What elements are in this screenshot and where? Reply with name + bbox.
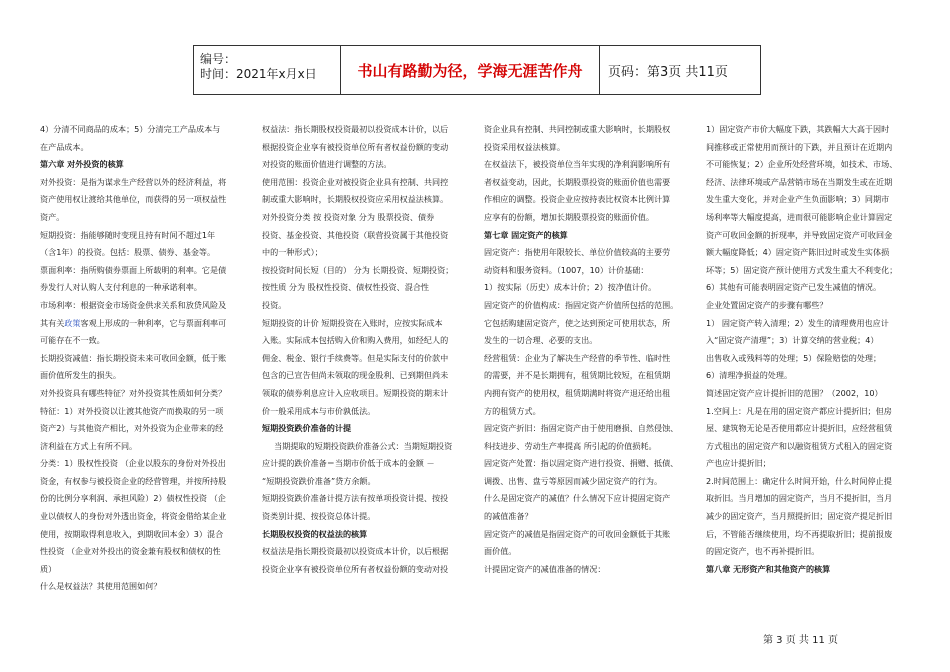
text-line: （含1年）的投资。包括：股票、债券、基金等。 (40, 247, 216, 258)
text-line: 企业处置固定资产的步骤有哪些？ (706, 299, 828, 310)
text-column-1 (40, 121, 238, 596)
text-line: 性投资 （企业对外投出的资金兼有股权和债权的性 (40, 546, 221, 557)
text-line: 对投资的账面价值进行调整的方法。 (262, 159, 392, 170)
text-line: 业以债权人的身份对外透出资金，将资金借给某企业 (40, 511, 227, 522)
text-line: 科技进步、劳动生产率提高 所引起的价值损耗。 (484, 440, 657, 451)
text-column-4 (706, 121, 904, 578)
text-line: 方式租出的固定资产和以融资租赁方式租入的固定资 (706, 440, 893, 451)
text-segment: 其有关 (40, 317, 65, 328)
text-line: 什么是固定资产的减值？什么情况下应计提固定资产 (484, 493, 671, 504)
text-line: 份的比例分享利润、承担风险）2）债权性投资 （企 (40, 493, 226, 504)
text-line: 不可能恢复；2）企业所处经营环境，如技术、市场、 (706, 159, 898, 170)
text-line: 后，不管能否继续使用，均不再提取折旧；提前报废 (706, 528, 893, 539)
text-line: 长期股权投资的权益法的核算 (262, 528, 368, 539)
text-line: “短期投资跌价准备”贷方余额。 (262, 475, 376, 486)
text-line: 领取的债券利息应计入应收项目。短期投资的期末计 (262, 387, 449, 398)
text-line: 2.时间范围上：确定什么时间开始，什么时间停止提 (706, 475, 892, 486)
text-line: 经济、法律环境或产品营销市场在当期发生或在近期 (706, 176, 893, 187)
text-line: 长期投资减值：指长期投资未来可收回金额，低于账 (40, 352, 227, 363)
text-line: 1.空间上：凡是在用的固定资产都应计提折旧；但房 (706, 405, 892, 416)
text-line: 1）固定资产市价大幅度下跌，其跌幅大大高于因时 (706, 124, 890, 134)
text-line: 固定资产的价值构成：指固定资产价值所包括的范围。 (484, 299, 679, 310)
text-line: 权益法：指长期股权投资最初以投资成本计价，以后 (262, 124, 449, 134)
header-slogan: 书山有路勤为径，学海无涯苦作舟 (340, 46, 600, 94)
header-page-info: 页码：第3页 共11页 (608, 64, 728, 80)
text-line: 资金，有权参与被投资企业的经营管理，并按所持股 (40, 475, 227, 486)
text-line: 市场利率：根据资金市场资金供求关系和放贷风险及 (40, 299, 227, 310)
text-line: 济利益在方式上有所不同。 (40, 440, 138, 451)
text-line: 场利率等大幅度提高，进而很可能影响企业计算固定 (706, 211, 893, 222)
text-line: 额大幅度降低；4）固定资产陈旧过时或发生实体损 (706, 247, 890, 258)
text-line: 6）其他有可能表明固定资产已发生减值的情况。 (706, 282, 882, 293)
text-line: 经营租赁：企业为了解决生产经营的季节性、临时性 (484, 352, 671, 363)
text-line: 者权益变动，因此，长期股票投资的账面价值也需要 (484, 176, 671, 187)
text-line: 减少的固定资产，当月照提折旧；固定资产提足折旧 (706, 511, 893, 522)
text-line: 短期投资跌价准备计提方法有按单项投资计提、按投 (262, 493, 449, 504)
text-line: 应享有的份额，增加长期股票投资的账面价值。 (484, 211, 654, 222)
text-line: 简述固定资产应计提折旧的范围？（2002，10） (706, 387, 883, 398)
date-label: 时间：2021年x月x日 (200, 67, 317, 81)
text-segment: 客观上形成的一种利率，它与票面利率可 (80, 317, 227, 328)
text-line: 权益法是指长期投资最初以投资成本计价，以后根据 (262, 546, 449, 557)
text-line: 分类：1）股权性投资 （企业以股东的身份对外投出 (40, 458, 226, 469)
text-line: 计提固定资产的减值准备的情况： (484, 563, 606, 574)
text-line: 出售收入或残料等的处理；5）保险赔偿的处理； (706, 352, 882, 363)
text-line: 调拨、出售、盘亏等原因而减少固定资产的行为。 (484, 475, 663, 486)
text-line: 质） (40, 563, 57, 574)
text-line: 制或重大影响时，长期股权投资应采用权益法核算。 (262, 194, 449, 205)
text-line: 使用范围：投资企业对被投资企业具有控制、共同控 (262, 176, 449, 187)
text-line: 资企业具有控制、共同控制或重大影响时，长期股权 (484, 124, 671, 134)
text-line: 作相应的调整。投资企业应按持表比权资本比例计算 (484, 194, 671, 205)
text-line: 第八章 无形资产和其他资产的核算 (706, 563, 831, 574)
text-line: 动资料和服务资料。（1007，10）计价基础： (484, 264, 649, 275)
text-line: 按投资时间长短（目的） 分为 长期投资、短期投资； (262, 264, 454, 275)
text-line: 资产2）与其他资产相比，对外投资为企业带来的经 (40, 423, 224, 434)
text-line: 第六章 对外投资的核算 (40, 159, 124, 170)
text-line: 根据投资企业享有被投资单位所有者权益份额的变动 (262, 141, 449, 152)
text-line: 短期投资跌价准备的计提 (262, 423, 352, 434)
text-line: 价一般采用成本与市价孰低法。 (262, 405, 376, 416)
text-line: 它包括购建固定资产，使之达到预定可使用状态，所 (484, 317, 671, 328)
text-line: 投资、基金投资、其他投资（联营投资属于其他投资 (262, 229, 449, 240)
text-line: 固定资产折旧：指固定资产由于使用磨损、自然侵蚀、 (484, 423, 679, 434)
text-line: 应计提的跌价准备＝当期市价低于成本的金额 － (262, 458, 435, 469)
serial-number-label: 编号： (200, 52, 237, 66)
text-line: 对外投资分类 按 投资对象 分为 股票投资、债券 (262, 211, 435, 222)
text-line: 票面利率：指所购债券票面上所载明的利率。它是债 (40, 264, 227, 275)
text-line: 入“固定资产清理”；3）计算交纳的营业税；4） (706, 335, 879, 346)
text-line: 特征：1）对外投资以让渡其他资产而换取的另一项 (40, 405, 224, 416)
text-line: 第七章 固定资产的核算 (484, 229, 568, 240)
text-line: 在权益法下，被投资单位当年实现的净利润影响所有 (484, 159, 671, 170)
text-line: 固定资产处置：指以固定资产进行投资、捐赠、抵债、 (484, 458, 679, 469)
policy-link[interactable]: 政策 (64, 317, 81, 328)
text-line: 1） 固定资产转入清理；2）发生的清理费用也应计 (706, 317, 889, 328)
text-line: 面价值。 (484, 546, 517, 557)
text-line: 资产可收回金额的折现率，并导致固定资产可收回金 (706, 229, 893, 240)
text-line: 入账。实际成本包括购入价和购入费用，如经纪人的 (262, 335, 449, 346)
text-line: 使用，按期取得利息收入，到期收回本金）3）混合 (40, 528, 224, 539)
text-column-3 (484, 121, 682, 578)
text-line: 券发行人对认购人支付利息的一种承诺利率。 (40, 282, 202, 293)
text-line: 对外投资：是指为谋求生产经营以外的经济利益，将 (40, 176, 227, 187)
text-line (40, 315, 238, 333)
text-line: 固定资产：指使用年限较长、单位价值较高的主要劳 (484, 247, 671, 258)
text-line: 包含的已宣告但尚未领取的现金股利、已到期但尚未 (262, 370, 449, 381)
text-line: 中的一种形式）； (262, 247, 323, 258)
text-line: 当期提取的短期投资跌价准备公式：当期短期投资 (274, 440, 453, 451)
text-line: 屋、建筑物无论是否使用都应计提折旧，应经营租赁 (706, 423, 893, 434)
text-line: 投资。 (262, 299, 287, 310)
text-line: 短期投资的计价 短期投资在入账时，应按实际成本 (262, 317, 443, 328)
text-line: 固定资产的减值是指固定资产的可收回金额低于其账 (484, 528, 671, 539)
text-line: 1）按实际（历史）成本计价；2）按净值计价。 (484, 282, 657, 293)
text-line: 资类别计提、按投资总体计提。 (262, 511, 376, 522)
page-footer: 第 3 页 共 11 页 (763, 635, 838, 646)
text-line: 间推移或正常使用而预计的下跌，并且预计在近期内 (706, 141, 893, 152)
text-line: 的固定资产，也不再补提折旧。 (706, 546, 820, 557)
text-line: 短期投资：指能够随时变现且持有时间不超过1年 (40, 229, 216, 240)
text-line: 的需要，并不是长期拥有，租赁期比较短，在租赁期 (484, 370, 671, 381)
text-line: 按性质 分为 股权性投资、债权性投资、混合性 (262, 282, 430, 293)
text-line: 佣金、税金、银行手续费等。但是实际支付的价款中 (262, 352, 449, 363)
text-line: 什么是权益法？其使用范围如何？ (40, 581, 162, 592)
text-line: 方的租赁方式。 (484, 405, 541, 416)
text-line: 4）分清不同商品的成本；5）分清完工产品成本与 (40, 124, 221, 134)
text-line: 坏等；5）固定资产预计使用方式发生重大不利变化； (706, 264, 898, 275)
text-column-2 (262, 121, 460, 578)
text-line: 投资企业享有被投资单位所有者权益份额的变动对投 (262, 563, 449, 574)
text-line: 投资采用权益法核算。 (484, 141, 565, 152)
text-line: 内拥有资产的使用权，租赁期满时将资产退还给出租 (484, 387, 671, 398)
text-line: 资产。 (40, 211, 65, 222)
text-line: 发生重大变化，并对企业产生负面影响；3）同期市 (706, 194, 890, 205)
header-meta (194, 46, 340, 94)
text-line: 的减值准备？ (484, 511, 533, 522)
page-header (193, 45, 761, 95)
text-line: 取折旧。当月增加的固定资产，当月不提折旧，当月 (706, 493, 893, 504)
text-line: 在产品成本。 (40, 141, 89, 152)
text-line: 6）清理净损益的处理。 (706, 370, 793, 381)
text-line: 面价值所发生的损失。 (40, 370, 121, 381)
text-line: 产也应计提折旧； (706, 458, 771, 469)
text-line: 对外投资具有哪些特征？对外投资其性质如何分类？ (40, 387, 227, 398)
text-line: 可能存在不一致。 (40, 335, 105, 346)
text-line: 资产使用权让渡给其他单位，而获得的另一项权益性 (40, 194, 227, 205)
text-line: 发生的一切合理、必要的支出。 (484, 335, 598, 346)
